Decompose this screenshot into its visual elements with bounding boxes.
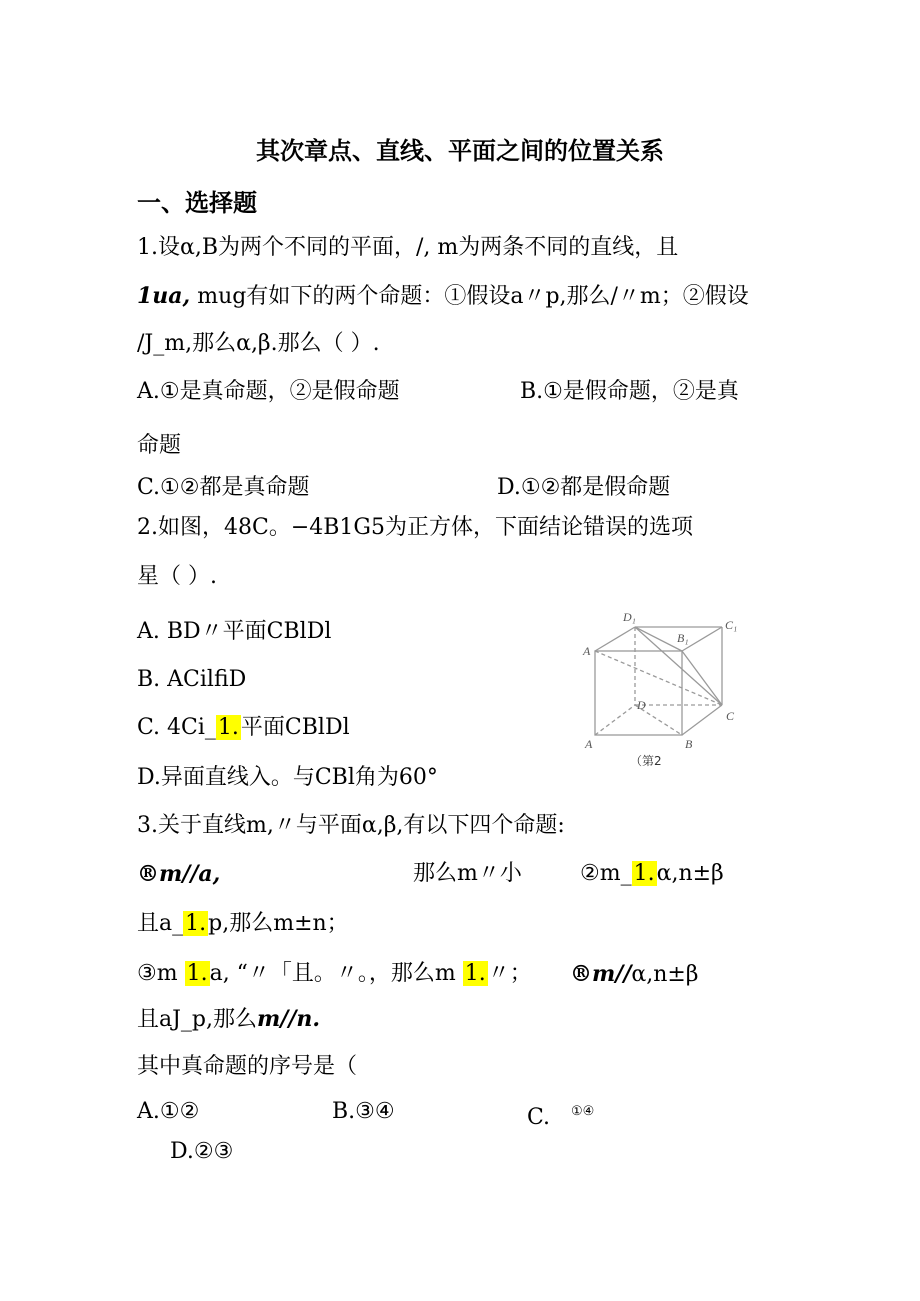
- q1-line-3: /J_m,那么α,β.那么（ ）.: [137, 331, 380, 356]
- section-heading: 一、选择题: [137, 188, 257, 217]
- label-d: D: [637, 698, 646, 712]
- q2-option-c-pre: C. 4Ci_: [137, 715, 216, 740]
- q1-option-b-continued: 命题: [137, 433, 182, 458]
- edge-a-d: [595, 705, 635, 735]
- label-a1: A: [583, 644, 591, 658]
- q1-line-1: 1.设α,B为两个不同的平面，/, m为两条不同的直线，且: [137, 235, 679, 260]
- q3-prop-3-highlight-2: 1.: [464, 961, 486, 986]
- q3-option-a: A.①②: [137, 1099, 200, 1124]
- q3-prop-3: [137, 959, 532, 989]
- diag-a1-c: [595, 651, 722, 705]
- q3-prop-1-text: ®m//a,: [137, 861, 221, 887]
- q2-option-d: D.异面直线入。与CBl角为60°: [137, 765, 438, 790]
- label-b1: B₁: [677, 631, 689, 645]
- cube-figure: [577, 605, 749, 755]
- q3-option-c-label: C.: [527, 1105, 551, 1130]
- q3-line-3-pre: 且a_: [137, 911, 184, 936]
- q3-prop-4-italic: ®m//: [570, 961, 632, 987]
- q3-prop-2-highlight: 1.: [633, 861, 655, 886]
- q3-line-1: 3.关于直线m,〃与平面α,β,有以下四个命题:: [137, 813, 565, 838]
- q3-line-5-italic: m//n.: [257, 1006, 321, 1032]
- q2-option-c-highlight: 1.: [217, 715, 239, 740]
- q3-option-c-small: ①④: [571, 1104, 595, 1119]
- edge-b-c: [682, 705, 722, 735]
- q2-option-a: A. BD〃平面CBlDl: [137, 619, 332, 644]
- q2-line-1: 2.如图，48C。−4B1G5为正方体，下面结论错误的选项: [137, 515, 693, 540]
- q1-italic-text: 1ua,: [137, 283, 191, 309]
- label-a: A: [585, 737, 593, 751]
- label-c: C: [726, 709, 735, 723]
- figure-caption: （第2: [630, 754, 662, 768]
- q2-option-b: B. ACilfiD: [137, 667, 247, 692]
- q3-prop-3-mid: a, “〃「且。〃。，那么m: [209, 961, 463, 986]
- q3-prop-3-post: 〃；: [487, 961, 532, 986]
- q1-option-a: A.①是真命题，②是假命题: [137, 379, 400, 404]
- label-c1: C₁: [725, 618, 738, 632]
- q2-line-2: 星（ ）.: [137, 564, 217, 589]
- q2-option-c-post: 平面CBlDl: [240, 715, 350, 740]
- q1-option-b: B.①是假命题，②是真: [520, 379, 739, 404]
- q3-question: 其中真命题的序号是（: [137, 1054, 358, 1079]
- q3-prop-4: [570, 959, 699, 990]
- q3-option-d: D.②③: [170, 1139, 234, 1164]
- diag-b1-c: [682, 651, 722, 705]
- label-b: B: [685, 737, 693, 751]
- q2-option-c: [137, 713, 350, 743]
- q3-prop-2-post: α,n±β: [656, 861, 724, 886]
- q3-prop-4-rest: α,n±β: [631, 962, 699, 987]
- q3-prop-4-cont: [137, 1004, 320, 1035]
- q3-prop-2-pre: ②m_: [580, 861, 632, 886]
- page-title: 其次章点、直线、平面之间的位置关系: [256, 136, 664, 165]
- front-face: [595, 651, 682, 735]
- q3-prop-1: [137, 859, 220, 890]
- q3-prop-3-highlight-1: 1.: [186, 961, 208, 986]
- q3-line-3-post: p,那么m±n；: [208, 911, 349, 936]
- q1-line-2: [137, 281, 749, 312]
- q3-line-3-highlight: 1.: [185, 911, 207, 936]
- q1-option-c: C.①②都是真命题: [137, 475, 310, 500]
- q3-option-c: [527, 1097, 594, 1133]
- q3-option-b: B.③④: [332, 1099, 395, 1124]
- q3-prop-3-pre: ③m: [137, 961, 185, 986]
- q3-line-5-pre: 且aJ_p,那么: [137, 1007, 258, 1032]
- q3-prop-2-cont: [137, 909, 349, 939]
- q1-option-d: D.①②都是假命题: [497, 475, 671, 500]
- q3-prop-2: [580, 859, 724, 889]
- edge-a1-d1: [595, 627, 635, 651]
- label-d1: D₁: [623, 610, 636, 624]
- q3-prop-1-conclusion: 那么m〃小: [413, 861, 522, 886]
- q1-line-2-rest: mug有如下的两个命题：①假设a〃p,那么/〃m；②假设: [190, 284, 749, 309]
